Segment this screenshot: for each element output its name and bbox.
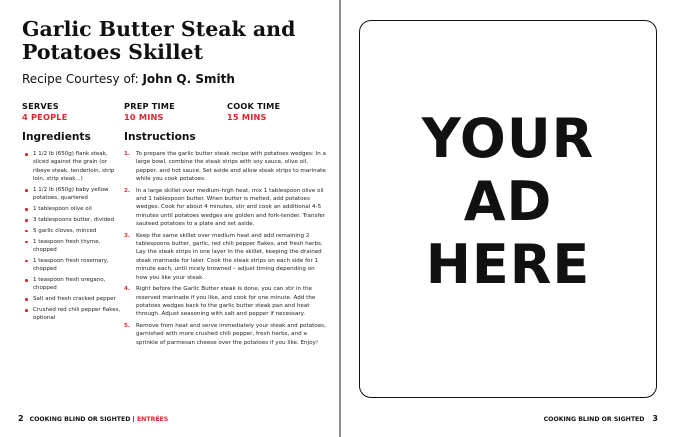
ingredient-item: Salt and fresh cracked pepper — [24, 295, 122, 303]
serves-label: SERVES — [22, 101, 59, 111]
courtesy-label: Recipe Courtesy of: — [22, 72, 143, 86]
instruction-step — [124, 322, 326, 347]
footer-section: ENTRÉES — [136, 416, 169, 423]
recipe-title: Garlic Butter Steak and Potatoes Skillet — [22, 17, 296, 64]
right-page — [341, 0, 680, 437]
ingredients-list — [24, 150, 122, 325]
prep-label: PREP TIME — [124, 101, 175, 111]
footer-publication-right: COOKING BLIND OR SIGHTED — [543, 416, 645, 423]
ingredient-item: 5 garlic cloves, minced — [24, 227, 122, 235]
step-number: 5. — [124, 322, 131, 329]
step-number: 2. — [124, 187, 131, 194]
recipe-courtesy — [22, 72, 235, 86]
stat-cook-time — [227, 101, 280, 122]
step-number: 1. — [124, 151, 131, 157]
cook-label: COOK TIME — [227, 101, 281, 111]
ingredient-item: 1 teaspoon fresh oregano, chopped — [24, 276, 122, 293]
step-text: Remove from heat and serve immediately your steak and potatoes, garnished with more crushed chili pepper, fresh herbs, and a sprinkle of parmesan cheese over the potatoes if you like. Enjoy! — [136, 322, 326, 346]
step-text: Right before the Garlic Butter steak is done, you can stir in the reserved marinade if you like, and cook for one minute. Add the potatoes wedges back to the garlic butter steak pan and heat through. Adjust seasoning with salt and pepper if necessary. — [136, 286, 316, 318]
step-text: To prepare the garlic butter steak recipe with potatoes wedges: In a large bowl, combine the steak strips with soy sauce, olive oil, pepper, and hot sauce. Set aside and allow steak strips to marinate while you cook potatoes. — [136, 151, 326, 183]
step-number: 4. — [124, 286, 131, 293]
ingredient-item: 1 1/2 lb (650g) flank steak, sliced against the grain (or ribeye steak, tenderloin, strip loin, strip steak...) — [24, 150, 122, 184]
step-number: 3. — [124, 232, 131, 239]
ad-text — [360, 107, 656, 296]
page-number-right: 3 — [652, 414, 658, 423]
footer-right — [544, 414, 658, 423]
footer-separator: | — [130, 416, 137, 423]
ingredient-item: 1 1/2 lb (650g) baby yellow potatoes, quartered — [24, 186, 122, 203]
instructions-heading: Instructions — [124, 131, 196, 143]
page-number-left: 2 — [18, 414, 24, 423]
instruction-step — [124, 232, 326, 282]
left-page — [0, 0, 339, 437]
ingredient-item: 3 tablespoons butter, divided — [24, 216, 122, 224]
ingredients-heading: Ingredients — [22, 131, 91, 143]
ad-line-1: YOUR — [421, 107, 595, 170]
instruction-step — [124, 285, 326, 319]
instruction-step — [124, 150, 326, 184]
instruction-step — [124, 187, 326, 229]
step-text: In a large skillet over medium-high heat, mix 1 tablespoon olive oil and 1 tablespoon butter. When butter is melted, add potatoes wedges. Cook for about 4 minutes, stir and cook an additional 4-5 minutes until potatoes wedges are golden and fork-tender. Transfer sauteed potatoes to a plate and set aside. — [136, 187, 326, 228]
ingredient-item: 1 teaspoon fresh thyme, chopped — [24, 238, 122, 255]
cook-value: 15 MINS — [227, 112, 267, 122]
stat-serves — [22, 101, 68, 122]
serves-value: 4 PEOPLE — [22, 112, 68, 122]
prep-value: 10 MINS — [124, 112, 164, 122]
ingredient-item: 1 tablespoon olive oil — [24, 205, 122, 213]
ad-line-3: HERE — [425, 233, 591, 296]
instructions-list — [124, 150, 326, 350]
step-text: Keep the same skillet over medium heat and add remaining 2 tablespoons butter, garlic, red chili pepper flakes, and fresh herbs. Lay the steak strips in one layer in the skillet, keeping the drained steak marinade for later. Cook the steak strips on each side for 1 minute each, until nicely browned – adjust timing depending on how you like your steak. — [136, 232, 323, 281]
footer-left — [18, 414, 168, 423]
ad-placeholder-box[interactable] — [359, 20, 657, 398]
recipe-author: John Q. Smith — [142, 72, 235, 86]
stat-prep-time — [124, 101, 175, 122]
ingredient-item: 1 teaspoon fresh rosemary, chopped — [24, 257, 122, 274]
ingredient-item: Crushed red chili pepper flakes, optional — [24, 306, 122, 323]
footer-publication-left: COOKING BLIND OR SIGHTED — [29, 416, 131, 423]
ad-line-2: AD — [463, 170, 553, 233]
